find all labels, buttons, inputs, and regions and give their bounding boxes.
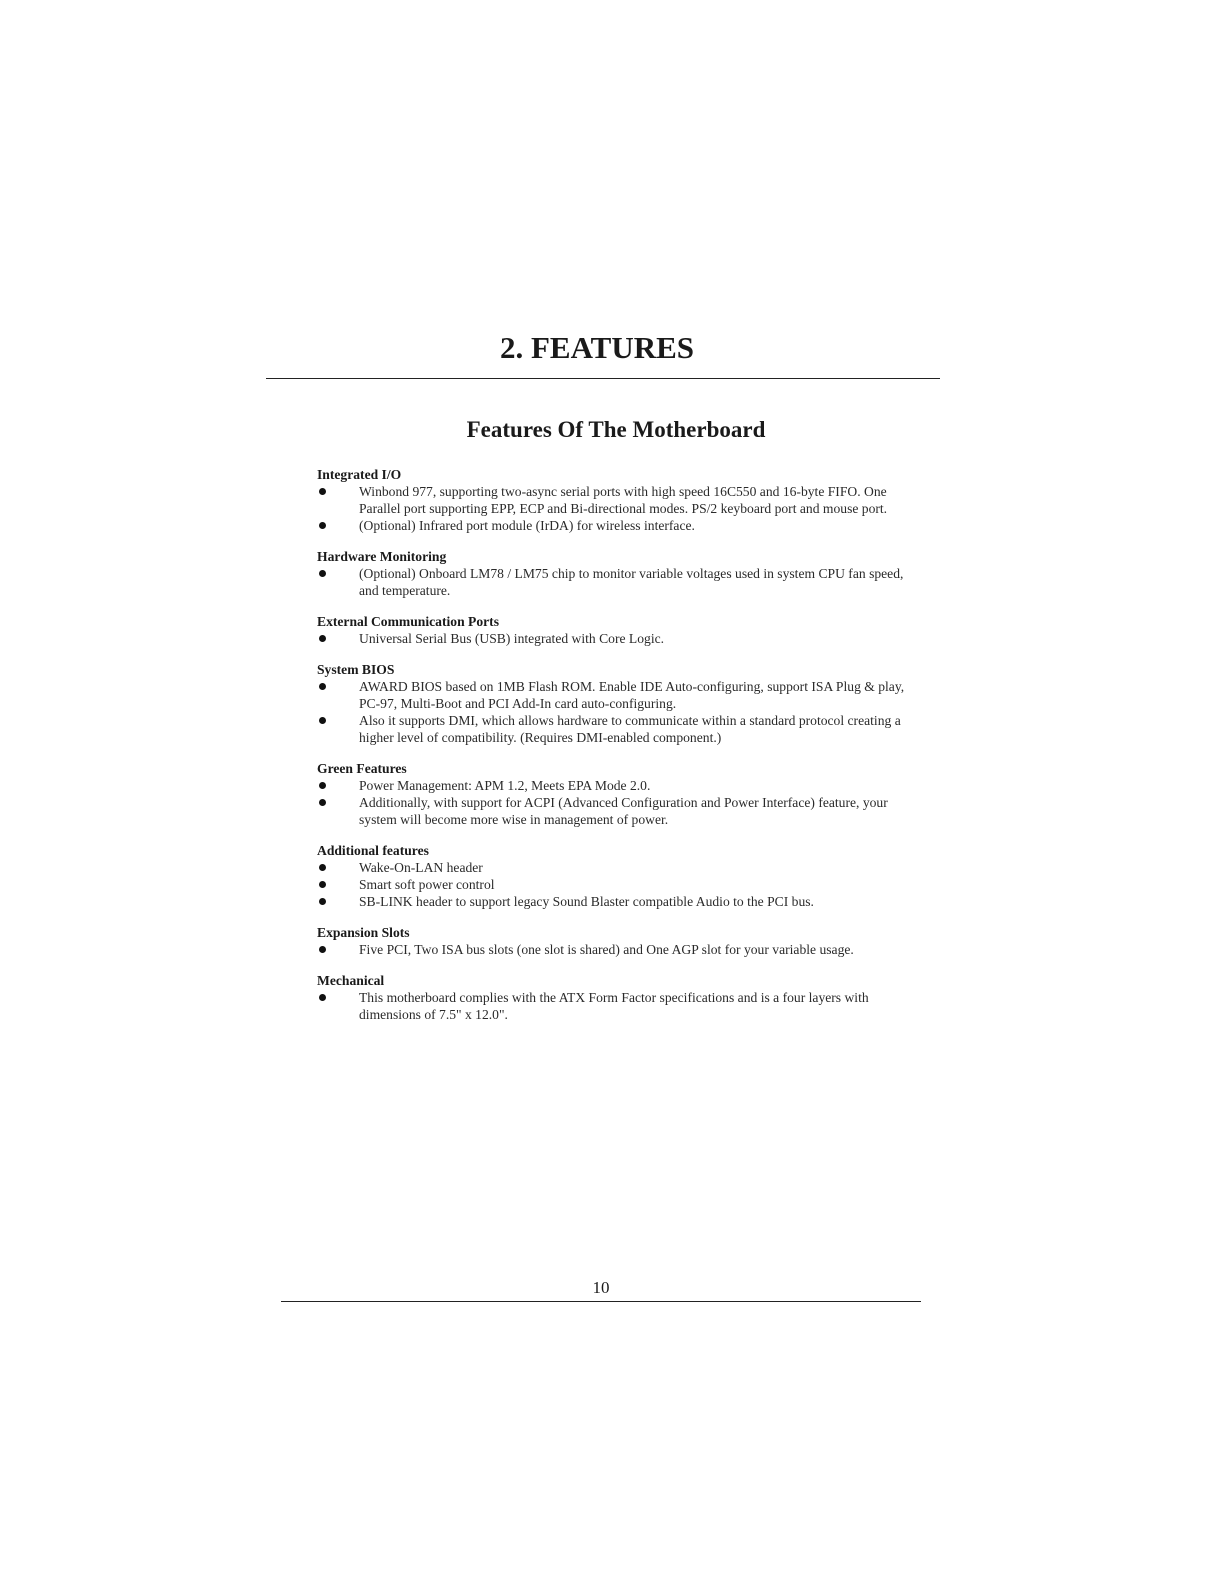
feature-group <box>317 760 917 828</box>
bullet-icon <box>319 782 326 789</box>
feature-items <box>317 941 917 958</box>
bullet-icon <box>319 717 326 724</box>
feature-item <box>317 630 917 647</box>
feature-item-text: SB-LINK header to support legacy Sound Blaster compatible Audio to the PCI bus. <box>359 894 814 909</box>
feature-items <box>317 989 917 1023</box>
feature-items <box>317 859 917 910</box>
feature-group-heading: System BIOS <box>317 662 395 677</box>
feature-group-heading: Additional features <box>317 843 429 858</box>
feature-item <box>317 483 917 517</box>
bullet-icon <box>319 683 326 690</box>
feature-item-text: Universal Serial Bus (USB) integrated with Core Logic. <box>359 631 665 646</box>
feature-item <box>317 712 917 746</box>
feature-group <box>317 924 917 958</box>
feature-item-text: This motherboard complies with the ATX Form Factor specifications and is a four layers with dimensions of 7.5" x 12.0". <box>359 990 869 1022</box>
feature-item <box>317 989 917 1023</box>
bullet-icon <box>319 898 326 905</box>
feature-group-heading: External Communication Ports <box>317 614 499 629</box>
features-list <box>317 466 917 1037</box>
footer-rule <box>281 1301 921 1302</box>
feature-item-text: Wake-On-LAN header <box>359 860 483 875</box>
feature-item <box>317 777 917 794</box>
bullet-icon <box>319 570 326 577</box>
feature-group <box>317 548 917 599</box>
feature-item-text: Power Management: APM 1.2, Meets EPA Mode 2.0. <box>359 778 651 793</box>
feature-item-text: Winbond 977, supporting two-async serial ports with high speed 16C550 and 16-byte FIFO. One Parallel port supporting EPP, ECP and Bi-directional modes. PS/2 keyboard port and mouse port. <box>359 484 888 516</box>
feature-item <box>317 941 917 958</box>
feature-item-text: AWARD BIOS based on 1MB Flash ROM. Enable IDE Auto-configuring, support ISA Plug & play, PC-97, Multi-Boot and PCI Add-In card auto-configuring. <box>359 679 905 711</box>
feature-item <box>317 893 917 910</box>
feature-item-text: Five PCI, Two ISA bus slots (one slot is shared) and One AGP slot for your variable usage. <box>359 942 854 957</box>
feature-items <box>317 777 917 828</box>
bullet-icon <box>319 946 326 953</box>
feature-item-text: Also it supports DMI, which allows hardware to communicate within a standard protocol creating a higher level of compatibility. (Requires DMI-enabled component.) <box>359 713 901 745</box>
bullet-icon <box>319 635 326 642</box>
bullet-icon <box>319 799 326 806</box>
feature-group <box>317 842 917 910</box>
feature-items <box>317 565 917 599</box>
feature-group <box>317 661 917 746</box>
feature-group-heading: Mechanical <box>317 973 385 988</box>
feature-items <box>317 678 917 746</box>
bullet-icon <box>319 864 326 871</box>
feature-item <box>317 517 917 534</box>
feature-items <box>317 630 917 647</box>
feature-item <box>317 678 917 712</box>
bullet-icon <box>319 881 326 888</box>
section-title: Features Of The Motherboard <box>466 417 766 442</box>
feature-group-heading: Hardware Monitoring <box>317 549 447 564</box>
feature-items <box>317 483 917 534</box>
feature-item-text: (Optional) Onboard LM78 / LM75 chip to monitor variable voltages used in system CPU fan speed, and temperature. <box>359 566 904 598</box>
feature-group <box>317 972 917 1023</box>
feature-item <box>317 794 917 828</box>
bullet-icon <box>319 994 326 1001</box>
feature-item <box>317 859 917 876</box>
feature-group-heading: Green Features <box>317 761 407 776</box>
feature-item <box>317 565 917 599</box>
page-number: 10 <box>592 1278 610 1297</box>
feature-item-text: (Optional) Infrared port module (IrDA) for wireless interface. <box>359 518 695 533</box>
feature-item-text: Smart soft power control <box>359 877 495 892</box>
feature-group-heading: Expansion Slots <box>317 925 410 940</box>
feature-group <box>317 613 917 647</box>
feature-item <box>317 876 917 893</box>
feature-item-text: Additionally, with support for ACPI (Advanced Configuration and Power Interface) feature, your system will become more wise in management of power. <box>359 795 888 827</box>
feature-group <box>317 466 917 534</box>
bullet-icon <box>319 522 326 529</box>
header-rule <box>266 378 940 379</box>
chapter-title: 2. FEATURES <box>499 330 695 365</box>
feature-group-heading: Integrated I/O <box>317 467 402 482</box>
bullet-icon <box>319 488 326 495</box>
